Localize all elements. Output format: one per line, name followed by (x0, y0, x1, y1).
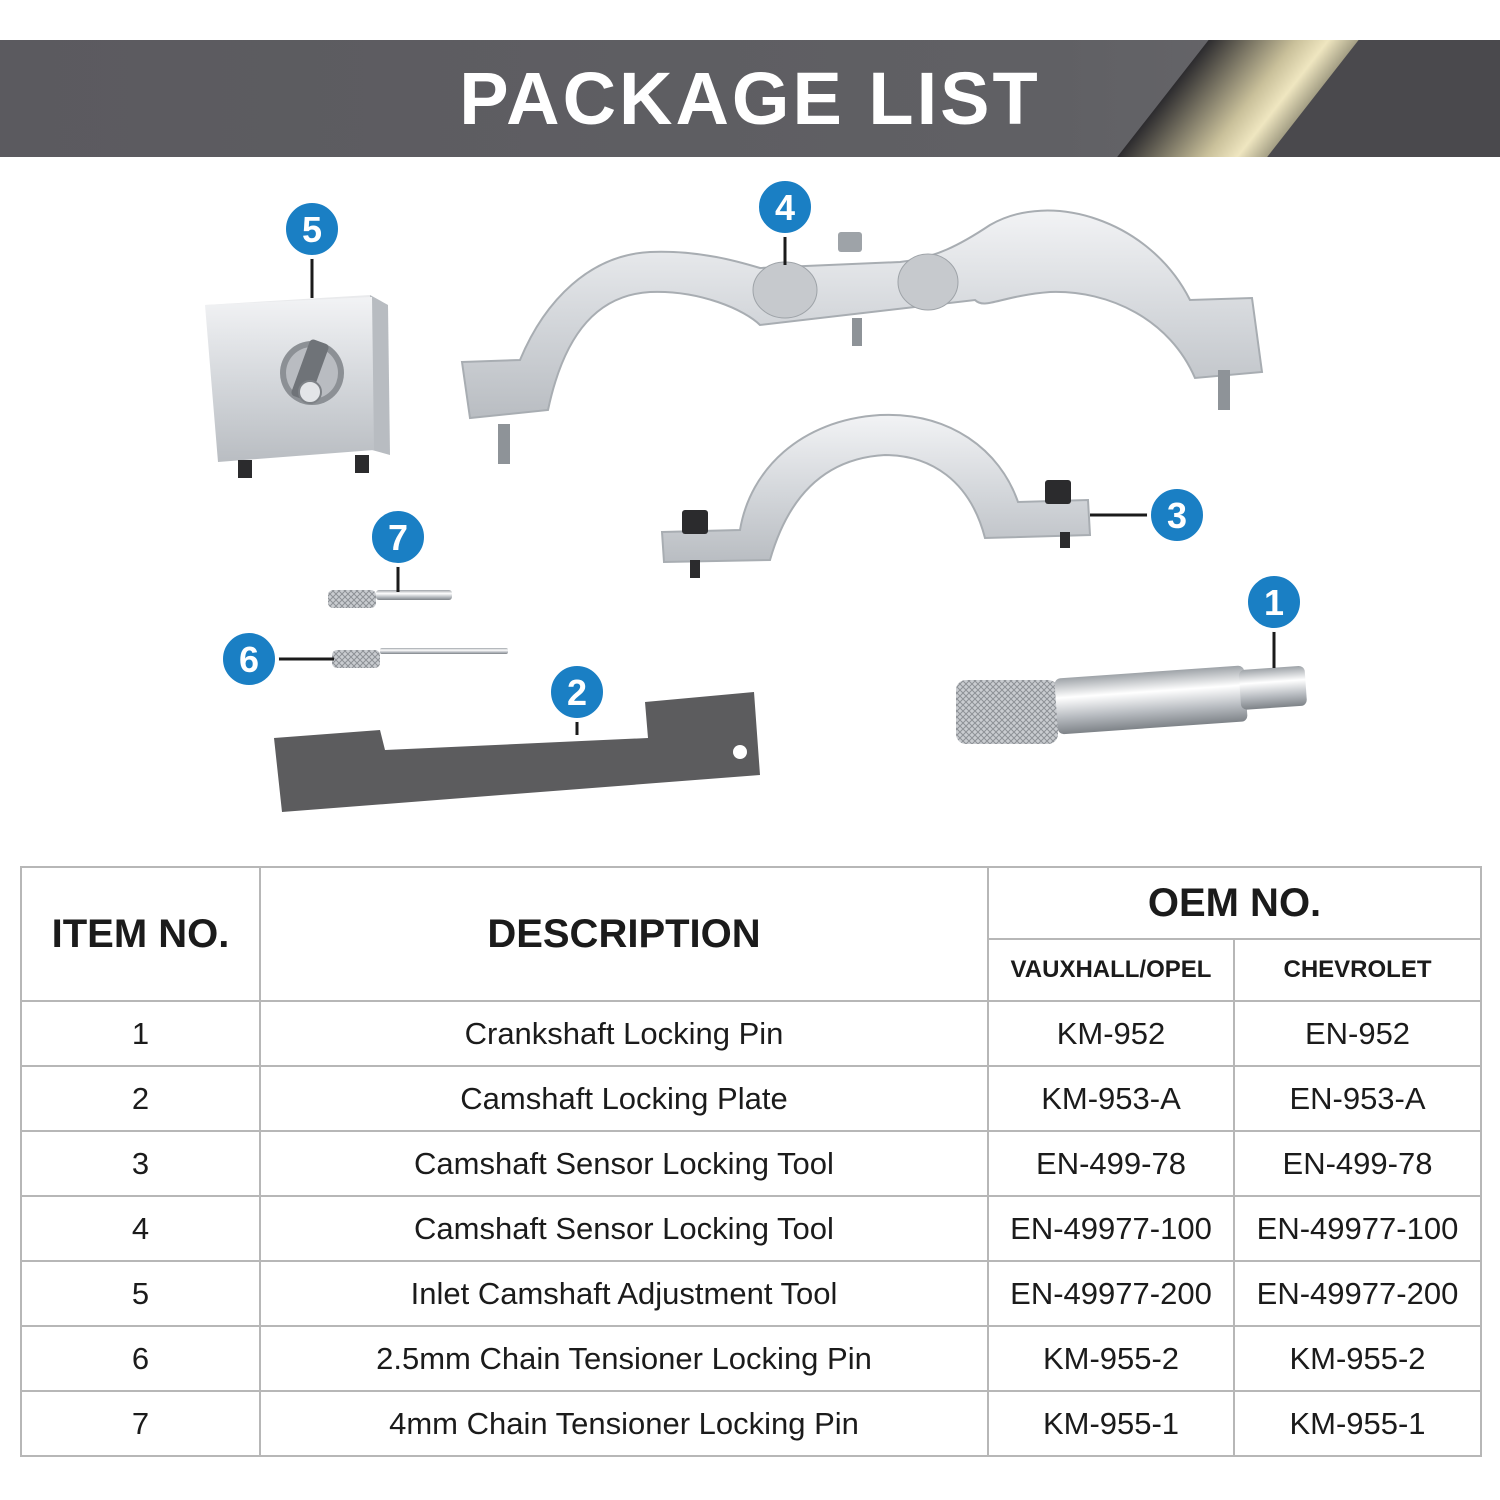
page-title: PACKAGE LIST (459, 57, 1041, 140)
package-table (20, 866, 1482, 1457)
cell-item: 5 (21, 1261, 260, 1326)
cell-chevrolet: KM-955-2 (1234, 1326, 1481, 1391)
callout-number: 5 (301, 209, 323, 250)
callout-number: 7 (387, 517, 409, 558)
table-row (21, 1066, 1481, 1131)
cell-description: Camshaft Locking Plate (260, 1066, 988, 1131)
cell-description: 2.5mm Chain Tensioner Locking Pin (260, 1326, 988, 1391)
callout-number: 4 (774, 187, 796, 228)
header-chevrolet: CHEVROLET (1234, 939, 1481, 1001)
cell-chevrolet: EN-953-A (1234, 1066, 1481, 1131)
cell-vauxhall: KM-955-1 (988, 1391, 1234, 1456)
cell-item: 7 (21, 1391, 260, 1456)
callout-badge-6 (221, 631, 277, 687)
cell-vauxhall: EN-49977-200 (988, 1261, 1234, 1326)
cell-chevrolet: EN-499-78 (1234, 1131, 1481, 1196)
cell-item: 2 (21, 1066, 260, 1131)
cell-vauxhall: KM-955-2 (988, 1326, 1234, 1391)
header-oem-no: OEM NO. (988, 867, 1481, 939)
cell-description: Crankshaft Locking Pin (260, 1001, 988, 1066)
callout-number: 3 (1166, 495, 1188, 536)
tool-6-long-pin (332, 648, 508, 668)
callout-badge-4 (757, 179, 813, 235)
cell-item: 1 (21, 1001, 260, 1066)
cell-chevrolet: EN-952 (1234, 1001, 1481, 1066)
header-vauxhall-opel: VAUXHALL/OPEL (988, 939, 1234, 1001)
cell-description: 4mm Chain Tensioner Locking Pin (260, 1391, 988, 1456)
callout-number: 6 (238, 639, 260, 680)
cell-vauxhall: KM-952 (988, 1001, 1234, 1066)
cell-chevrolet: EN-49977-100 (1234, 1196, 1481, 1261)
callout-badge-1 (1246, 574, 1302, 630)
tool-5-adjustment-block (205, 295, 390, 478)
cell-vauxhall: KM-953-A (988, 1066, 1234, 1131)
table-row (21, 1391, 1481, 1456)
table-row (21, 1001, 1481, 1066)
cell-description: Inlet Camshaft Adjustment Tool (260, 1261, 988, 1326)
table-row (21, 1131, 1481, 1196)
cell-vauxhall: EN-499-78 (988, 1131, 1234, 1196)
callout-badge-5 (284, 201, 340, 257)
tool-1-crank-pin (956, 665, 1307, 744)
cell-description: Camshaft Sensor Locking Tool (260, 1196, 988, 1261)
cell-chevrolet: KM-955-1 (1234, 1391, 1481, 1456)
cell-item: 6 (21, 1326, 260, 1391)
header-item-no: ITEM NO. (21, 867, 260, 1001)
header-banner (0, 40, 1500, 157)
cell-item: 3 (21, 1131, 260, 1196)
tool-3-small-bracket (662, 415, 1090, 578)
table-row (21, 1326, 1481, 1391)
tool-2-locking-plate (274, 692, 760, 812)
cell-vauxhall: EN-49977-100 (988, 1196, 1234, 1261)
header-description: DESCRIPTION (260, 867, 988, 1001)
cell-description: Camshaft Sensor Locking Tool (260, 1131, 988, 1196)
tools-illustration (0, 157, 1500, 857)
callout-badge-7 (370, 509, 426, 565)
callout-number: 1 (1263, 582, 1285, 623)
table-row (21, 1261, 1481, 1326)
table-row (21, 1196, 1481, 1261)
callout-badge-2 (549, 664, 605, 720)
callout-badge-3 (1149, 487, 1205, 543)
cell-item: 4 (21, 1196, 260, 1261)
cell-chevrolet: EN-49977-200 (1234, 1261, 1481, 1326)
callout-number: 2 (566, 672, 588, 713)
tool-7-short-pin (328, 590, 452, 608)
